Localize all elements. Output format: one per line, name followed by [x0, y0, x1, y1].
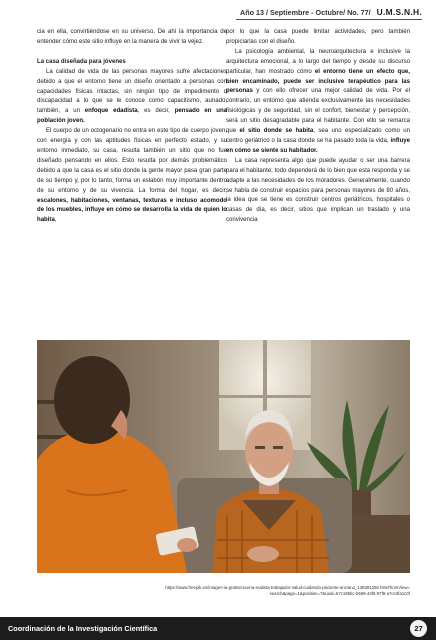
left-paragraph-1: cia en ella, convirtiéndose en su universo. De ahí la importancia de entender cómo este sitio influye en la manera de vivir la vejez. [37, 29, 227, 45]
image-source-caption [50, 585, 410, 597]
page-header [240, 6, 422, 18]
header-divider [236, 19, 422, 20]
section-subheading: La casa diseñada para jóvenes [37, 58, 126, 65]
right-paragraph-1: por lo que la casa puede limitar actividades, pero también propiciarlas con el diseño. [226, 29, 410, 45]
right-column [226, 28, 410, 226]
left-column [37, 28, 227, 226]
right-paragraph-2: La psicología ambiental, la neuroarquitectura e inclusive la arquitectura emocional, a lo largo del tiempo y desde su discurso particular, han mostrado cómo el entorno tiene un efecto que, bien encaminado, puede ser inclusive terapéutico para las personas y con ello ofrecer una mejor calidad de vida. Por el contrario, un entorno que atienda exclusivamente las necesidades fisiológicas y de seguridad, sin el confort, bienestar y percepción, será un sitio desagradable para el habitante. Con ello se remarca que el sitio donde se habita, sea uno especializado como un centro geriátrico o la casa donde se ha pasado toda la vida, influye en cómo se siente su habitador. [226, 48, 410, 154]
footer-text: Coordinación de la Investigación Científica [8, 624, 158, 633]
page-number: 27 [410, 620, 427, 637]
article-photo [37, 340, 410, 573]
left-paragraph-2: La calidad de vida de las personas mayores sufre afectaciones debido a que el entorno tiene un diseño orientado a personas con capacidades físicas intactas, sin ningún tipo de impedimento o discapacidad a lo que se le conoce como capacitismo, aunado, también, a un enfoque edadista, es decir, pensado en una población joven. [37, 68, 228, 125]
caption-line-1: https://www.freepik.es/imagen-ia-gratis/escena-realista-trabajador-salud-cuidando-paciente-anciano_138381250.htm#fromView= [165, 585, 410, 590]
caption-line-2: search&page=1&position=7&uuid=67c195bc-b568-44f5-97f8-a7ce3fa1c0f [269, 591, 410, 597]
photo-illustration [37, 340, 410, 573]
issue-info: Año 13 / Septiembre - Octubre/ No. 77/ [240, 7, 371, 17]
university-name: U.M.S.N.H. [376, 7, 422, 17]
right-paragraph-3: La casa representa algo que puede ayudar o ser una barrera para el habitante; todo dependerá de lo bien que esta responda y se adapte a las necesidades de los moradores. Generalmente, cuando se habla de construir espacios para personas mayores de 80 años, la idea que se tiene es construir centros geriátricos, hospitales o casas de día, es decir, sitios que implican un traslado y una convivencia [226, 157, 410, 224]
left-paragraph-3: El cuerpo de un octogenario no entra en este tipo de cuerpo joven, con energía y con las aptitudes físicas en perfecto estado, y su entorno inmediato, su casa, resulta también un sitio que no fue diseñado pensando en ellos. Esto resulta por demás problemático debido a que la casa es el sitio donde la gente mayor pasa gran parte de su tiempo y, por lo tanto, forma un eslabón muy importante dentro de su entorno y de su vivencia. La forma del hogar, es decir, escalones, habitaciones, ventanas, texturas e incluso acomodo de los muebles, influye en cómo se desarrolla la vida de quien lo habita, [37, 128, 227, 224]
page-footer [0, 617, 436, 640]
